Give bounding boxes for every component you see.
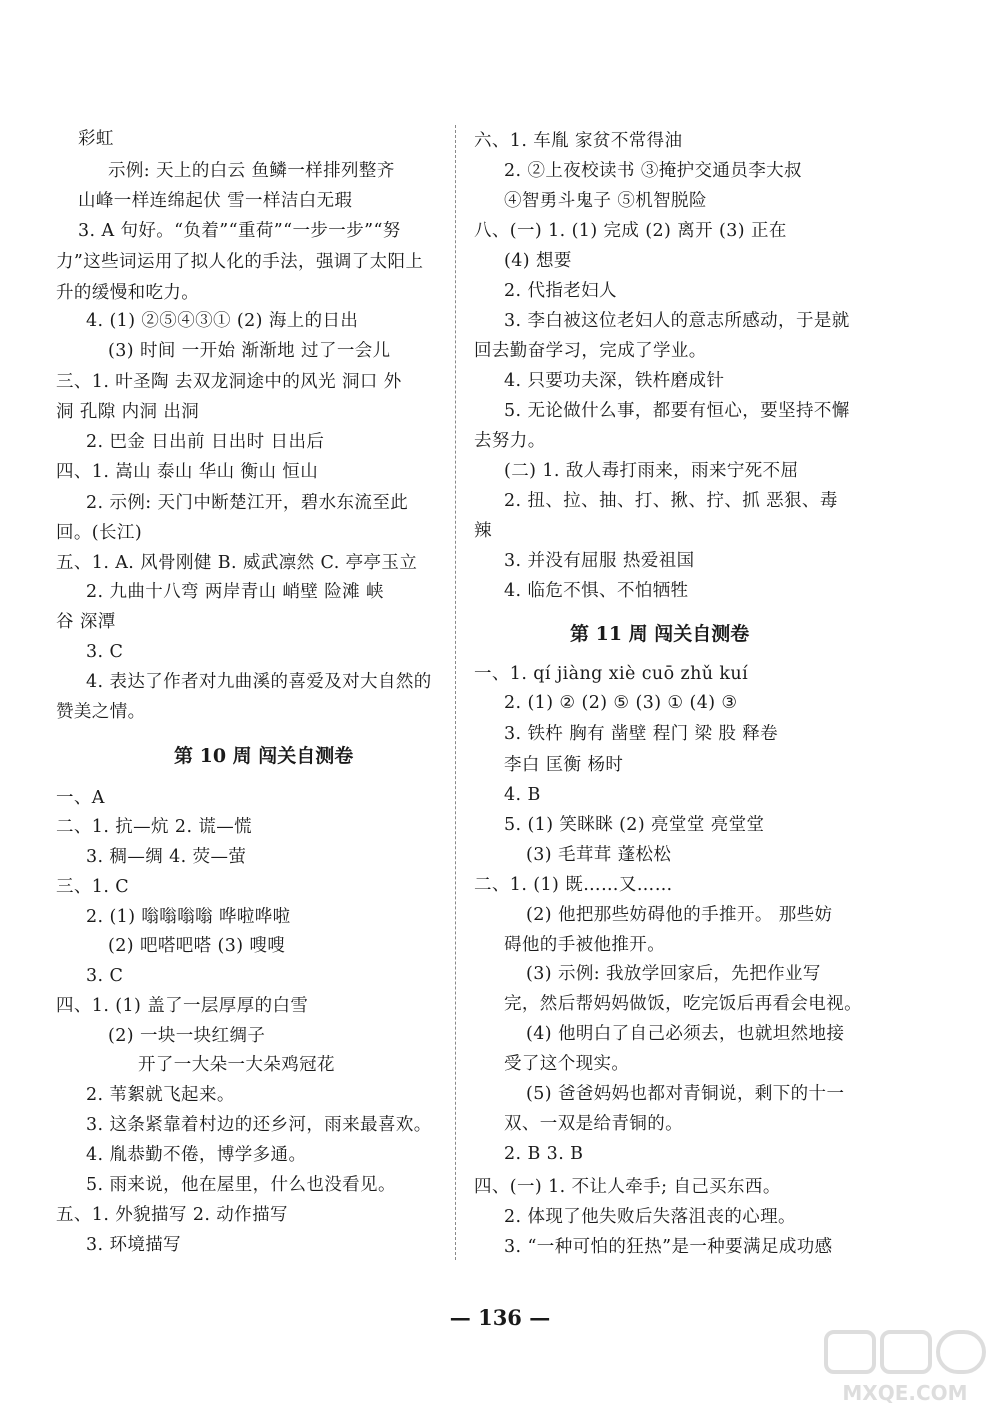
left-line: (2) 一块一块红绸子 (108, 1026, 266, 1046)
right-line: 辣 (474, 521, 492, 541)
right-line: 八、(一) 1. (1) 完成 (2) 离开 (3) 正在 (474, 221, 787, 241)
left-line: 2. (1) 嗡嗡嗡嗡 哗啦哗啦 (86, 907, 291, 927)
left-line: 五、1. 外貌描写 2. 动作描写 (56, 1205, 288, 1225)
week-11-heading: 第 11 周 闯关自测卷 (570, 623, 750, 645)
left-line: 力”这些词运用了拟人化的手法，强调了太阳上 (56, 252, 424, 272)
left-line: 示例: 天上的白云 鱼鳞一样排列整齐 (108, 161, 395, 181)
right-line: 四、(一) 1. 不让人牵手; 自己买东西。 (474, 1177, 781, 1197)
left-line: 开了一大朵一大朵鸡冠花 (138, 1055, 335, 1075)
right-line: 4. B (504, 785, 541, 805)
left-line: 2. 苇絮就飞起来。 (86, 1085, 235, 1105)
left-line: 2. 示例: 天门中断楚江开，碧水东流至此 (86, 493, 409, 513)
right-line: 2. ②上夜校读书 ③掩护交通员李大叔 (504, 161, 802, 181)
right-line: 3. 并没有屈服 热爱祖国 (504, 551, 695, 571)
right-line: 二、1. (1) 既……又…… (474, 875, 673, 895)
right-line: 5. 无论做什么事，都要有恒心，要坚持不懈 (504, 401, 850, 421)
right-line: 回去勤奋学习，完成了学业。 (474, 341, 707, 361)
right-line: 双、一双是给青铜的。 (504, 1114, 683, 1134)
right-line: 2. B 3. B (504, 1144, 584, 1164)
left-line: 2. 巴金 日出前 日出时 日出后 (86, 432, 325, 452)
right-line: 3. 李白被这位老妇人的意志所感动，于是就 (504, 311, 850, 331)
page-number: — 136 — (449, 1305, 551, 1330)
left-line: 3. 环境描写 (86, 1235, 182, 1255)
right-line: ④智勇斗鬼子 ⑤机智脱险 (504, 191, 707, 211)
right-line: 六、1. 车胤 家贫不常得油 (474, 131, 683, 151)
right-line: 4. 只要功夫深，铁杵磨成针 (504, 371, 725, 391)
left-line: 谷 深潭 (56, 612, 116, 632)
right-line: 2. 代指老妇人 (504, 281, 617, 301)
right-line: 李白 匡衡 杨时 (504, 755, 624, 775)
right-line: 3. “一种可怕的狂热”是一种要满足成功感 (504, 1237, 833, 1257)
left-line: 4. 胤恭勤不倦，博学多通。 (86, 1145, 307, 1165)
right-line: 去努力。 (474, 431, 546, 451)
left-line: 4. 表达了作者对九曲溪的喜爱及对大自然的 (86, 672, 432, 692)
left-line: 5. 雨来说，他在屋里，什么也没看见。 (86, 1175, 396, 1195)
right-line: (3) 毛茸茸 蓬松松 (526, 845, 672, 865)
svg-text:MXQE.COM: MXQE.COM (842, 1381, 968, 1405)
right-line: (3) 示例: 我放学回家后，先把作业写 (526, 964, 821, 984)
right-line: 一、1. qí jiàng xiè cuō zhǔ kuí (474, 664, 749, 684)
week-10-heading: 第 10 周 闯关自测卷 (174, 745, 354, 767)
right-line: (4) 想要 (504, 251, 572, 271)
left-line: (2) 吧嗒吧嗒 (3) 嗖嗖 (108, 936, 286, 956)
left-line: 3. C (86, 966, 124, 986)
left-line: 3. A 句好。“负着”“重荷”“一步一步”“努 (78, 221, 401, 241)
left-line: 2. 九曲十八弯 两岸青山 峭壁 险滩 峡 (86, 582, 384, 602)
right-line: (5) 爸爸妈妈也都对青铜说，剩下的十一 (526, 1084, 845, 1104)
left-line: 升的缓慢和吃力。 (56, 283, 200, 303)
left-line: 3. 这条紧靠着村边的还乡河，雨来最喜欢。 (86, 1115, 432, 1135)
left-line: 三、1. C (56, 877, 130, 897)
left-line: 4. (1) ②⑤④③① (2) 海上的日出 (86, 311, 359, 331)
right-line: 受了这个现实。 (504, 1054, 630, 1074)
column-divider (455, 125, 456, 1260)
right-line: (2) 他把那些妨碍他的手推开。 那些妨 (526, 905, 833, 925)
right-line: 4. 临危不惧、不怕牺牲 (504, 581, 689, 601)
right-line: 碍他的手被他推开。 (504, 935, 666, 955)
watermark-logo (820, 1328, 990, 1408)
left-line: 五、1. A. 风骨刚健 B. 威武凛然 C. 亭亭玉立 (56, 553, 418, 573)
left-line: 二、1. 抗—炕 2. 谎—慌 (56, 817, 253, 837)
right-line: 2. 扭、拉、抽、打、揪、拧、抓 恶狠、毒 (504, 491, 838, 511)
right-line: 3. 铁杵 胸有 凿壁 程门 梁 股 释卷 (504, 724, 779, 744)
left-line: 3. C (86, 642, 124, 662)
right-line: (4) 他明白了自己必须去，也就坦然地接 (526, 1024, 845, 1044)
left-line: 3. 稠—绸 4. 荧—萤 (86, 847, 247, 867)
right-line: (二) 1. 敌人毒打雨来，雨来宁死不屈 (504, 461, 799, 481)
left-line: (3) 时间 一开始 渐渐地 过了一会儿 (108, 341, 391, 361)
right-line: 完，然后帮妈妈做饭，吃完饭后再看会电视。 (504, 994, 862, 1014)
right-line: 2. 体现了他失败后失落沮丧的心理。 (504, 1207, 796, 1227)
left-line: 赞美之情。 (56, 702, 146, 722)
left-line: 彩虹 (78, 129, 114, 149)
right-line: 5. (1) 笑眯眯 (2) 亮堂堂 亮堂堂 (504, 815, 765, 835)
right-line: 2. (1) ② (2) ⑤ (3) ① (4) ③ (504, 693, 738, 713)
left-line: 洞 孔隙 内洞 出洞 (56, 402, 200, 422)
left-line: 山峰一样连绵起伏 雪一样洁白无瑕 (78, 191, 353, 211)
left-line: 回。(长江) (56, 523, 143, 543)
left-line: 四、1. (1) 盖了一层厚厚的白雪 (56, 996, 309, 1016)
left-line: 三、1. 叶圣陶 去双龙洞途中的风光 洞口 外 (56, 372, 402, 392)
left-line: 四、1. 嵩山 泰山 华山 衡山 恒山 (56, 462, 319, 482)
left-line: 一、A (56, 788, 105, 808)
